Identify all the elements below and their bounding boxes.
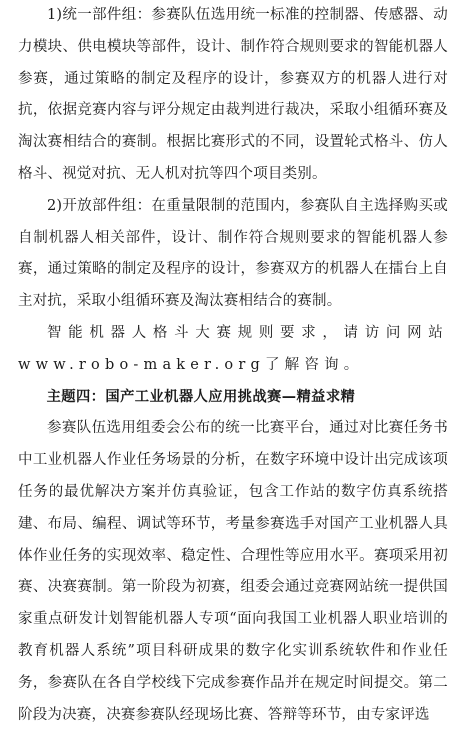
paragraph-open-parts-group: 2)开放部件组：在重量限制的范围内，参赛队自主选择购买或自制机器人相关部件，设计、制作符合规则要求的智能机器人参赛，通过策略的制定及程序的设计，参赛双方的机器人在擂台上自主对抗，采取小组循环赛及淘汰赛相结合的赛制。: [18, 197, 448, 310]
paragraph-industrial-robot-challenge: 参赛队伍选用组委会公布的统一比赛平台，通过对比赛任务书中工业机器人作业任务场景的分析，在数字环境中设计出完成该项任务的最优解决方案并仿真验证，包含工作站的数字仿真系统搭建、布局、编程、调试等环节，考量参赛选手对国产工业机器人具体作业任务的实现效率、稳定性、合理性等应用水平。赛项采用初赛、决赛赛制。第一阶段为初赛，组委会通过竞赛网站统一提供国家重点研发计划智能机器人专项“面向我国工业机器人职业培训的教育机器人系统”项目科研成果的数字化实训系统软件和作业任务，参赛队在各自学校线下完成参赛作品并在规定时间提交。第二阶段为决赛，决赛参赛队经现场比赛、答辩等环节，由专家评选: [18, 420, 448, 723]
section-heading-theme-four: 主题四：国产工业机器人应用挑战赛—精益求精: [46, 388, 356, 405]
document-page: [18, 0, 448, 731]
paragraph-rules-website: 智能机器人格斗大赛规则要求，请访问网站www.robo-maker.org了解咨询。: [18, 324, 448, 373]
paragraph-unified-parts-group: 1)统一部件组：参赛队伍选用统一标准的控制器、传感器、动力模块、供电模块等部件，设计、制作符合规则要求的智能机器人参赛，通过策略的制定及程序的设计，参赛双方的机器人进行对抗，依据竞赛内容与评分规定由裁判进行裁决，采取小组循环赛及淘汰赛相结合的赛制。根据比赛形式的不同，设置轮式格斗、仿人格斗、视觉对抗、无人机对抗等四个项目类别。: [18, 7, 448, 182]
